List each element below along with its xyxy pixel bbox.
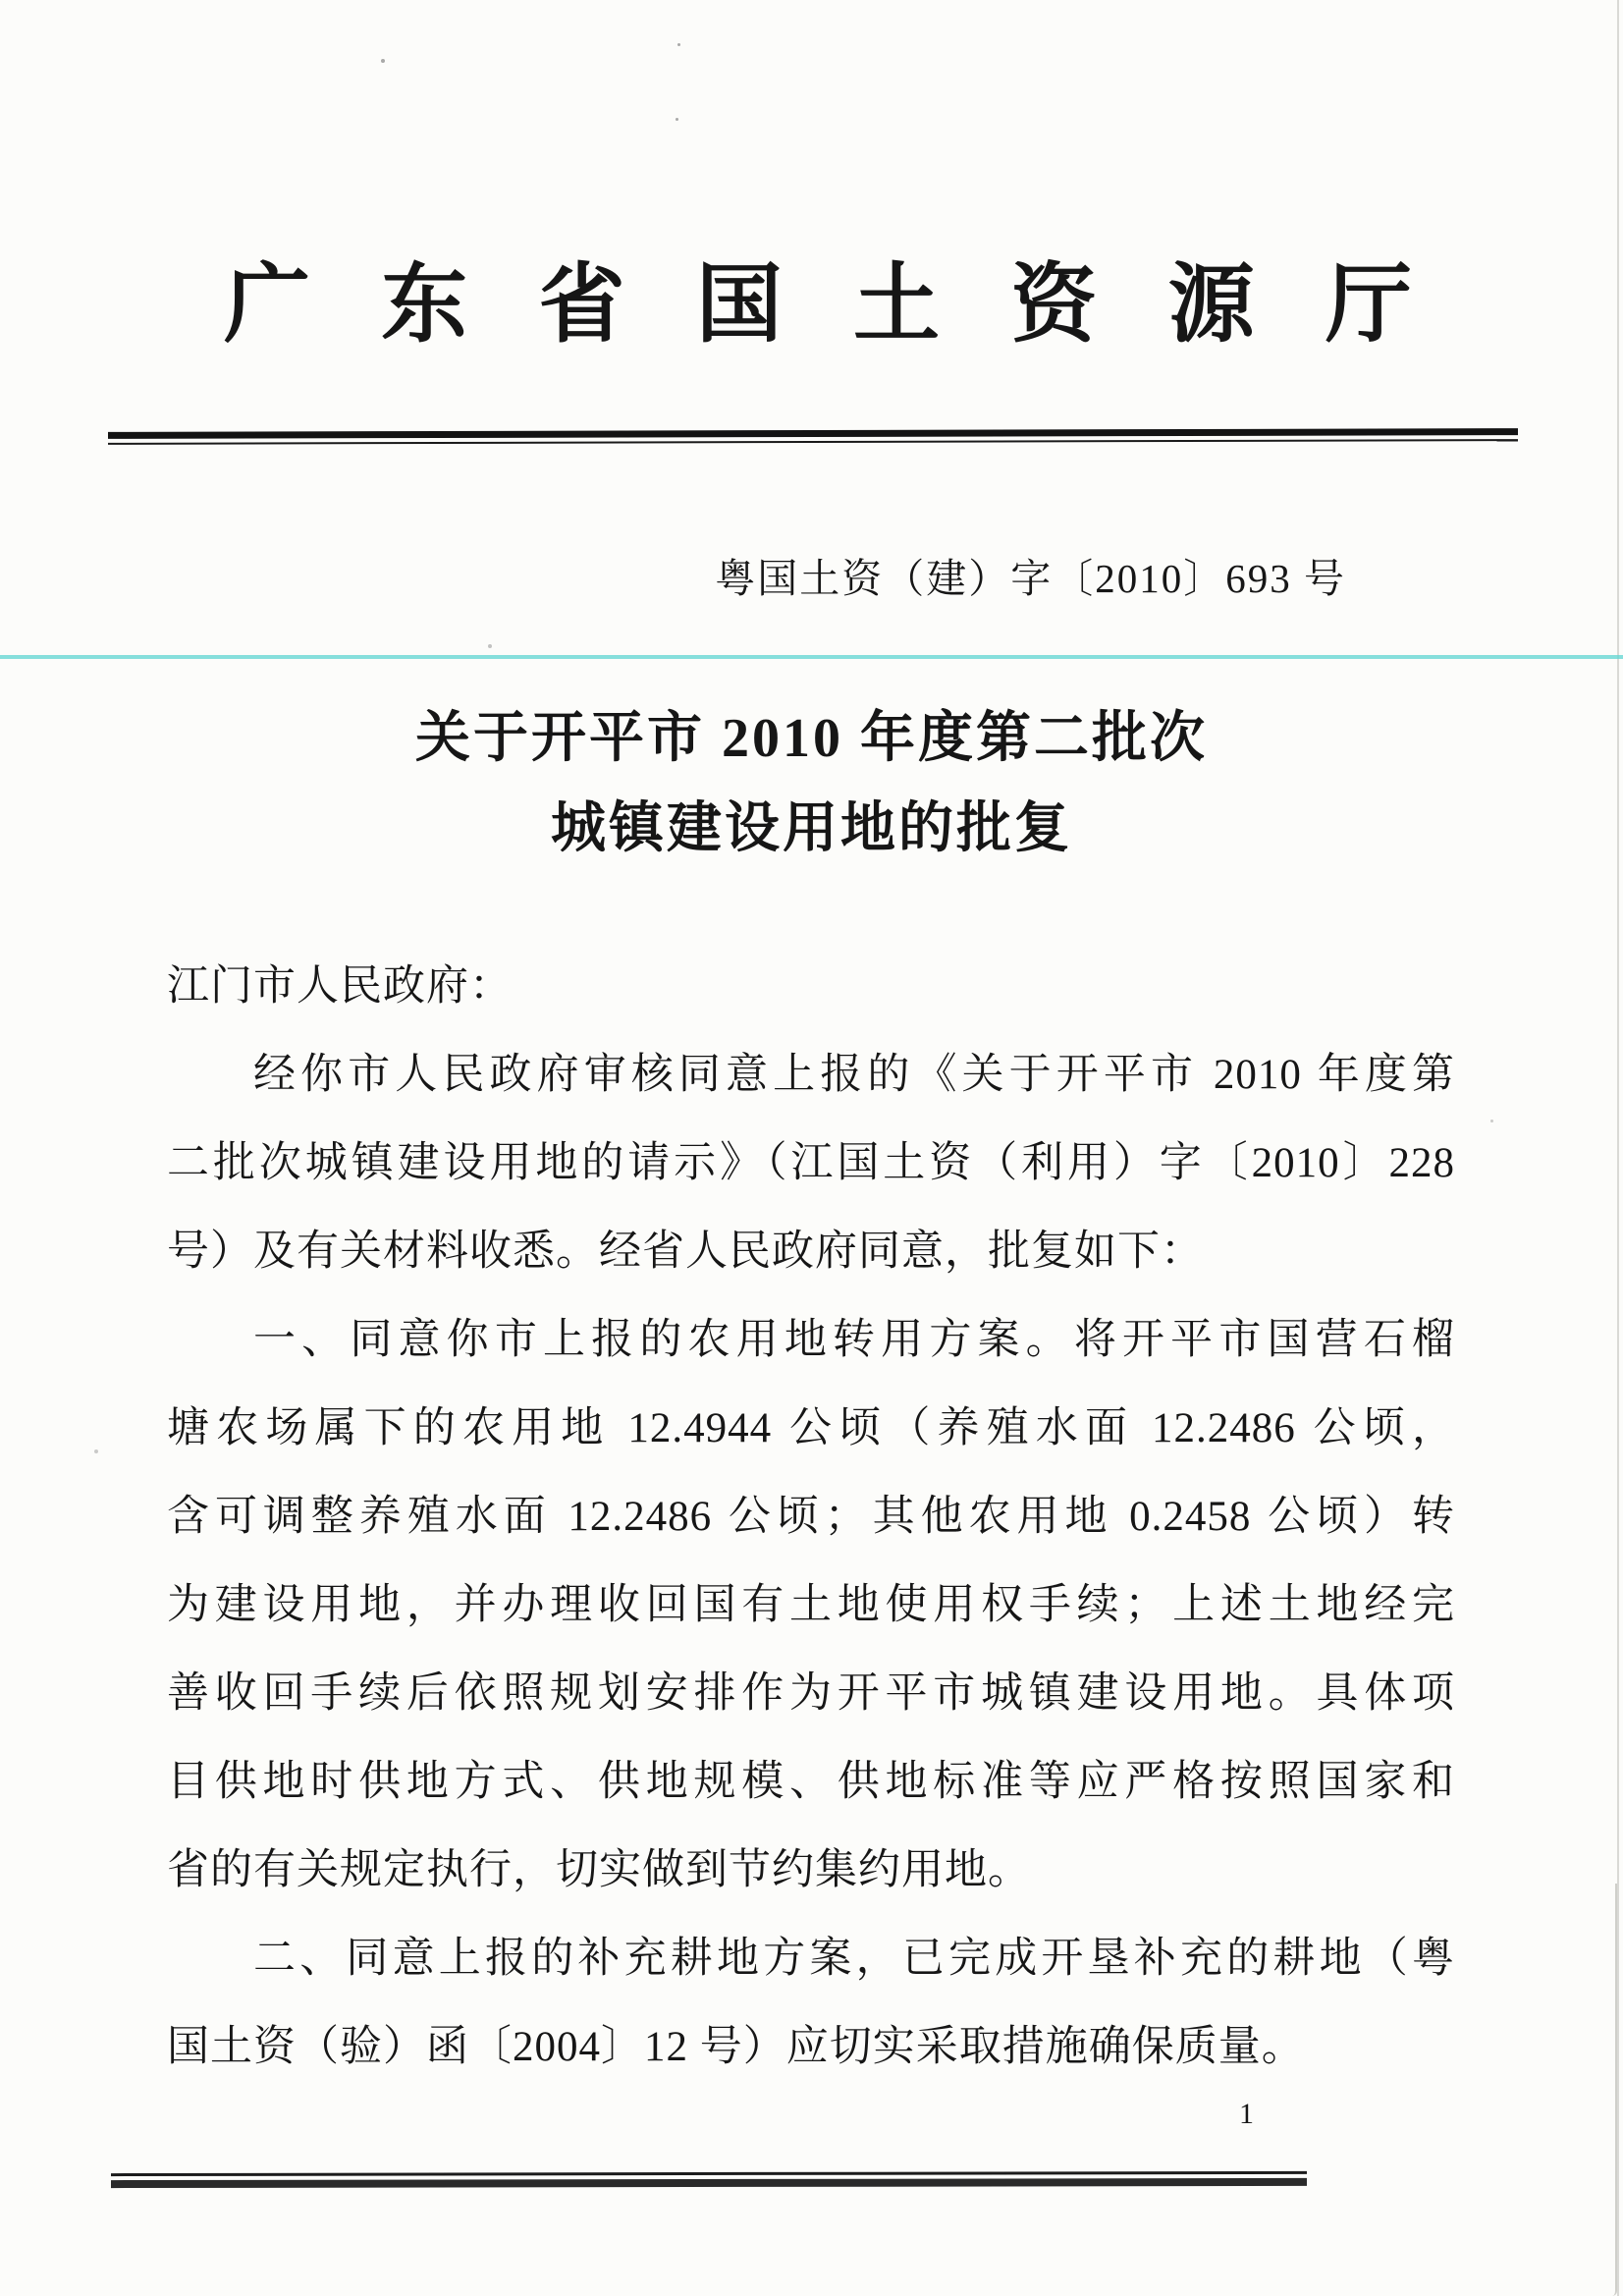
header-rule-thin xyxy=(108,439,1518,445)
footer-rule-thick xyxy=(111,2178,1307,2188)
scan-speck xyxy=(1490,1120,1493,1122)
body-line: 塘农场属下的农用地 12.4944 公顷（养殖水面 12.2486 公顷， xyxy=(167,1405,1455,1451)
agency-char: 国 xyxy=(695,258,783,354)
page-number: 1 xyxy=(1239,2098,1254,2130)
document-body xyxy=(167,943,1455,2092)
agency-char: 厅 xyxy=(1325,258,1412,354)
body-line: 经你市人民政府审核同意上报的《关于开平市 2010 年度第 xyxy=(253,1052,1455,1098)
agency-char: 土 xyxy=(853,258,941,354)
body-line: 善收回手续后依照规划安排作为开平市城镇建设用地。具体项 xyxy=(167,1670,1455,1717)
agency-char: 源 xyxy=(1167,258,1255,354)
agency-char: 东 xyxy=(381,258,468,354)
scan-speck xyxy=(488,644,492,648)
scan-speck xyxy=(677,43,680,46)
body-line: 二批次城镇建设用地的请示》（江国土资（利用）字〔2010〕228 xyxy=(167,1140,1455,1186)
agency-char: 省 xyxy=(538,258,625,354)
doc-number: 粤国土资（建）字〔2010〕693 号 xyxy=(715,556,1346,601)
body-line: 二、同意上报的补充耕地方案，已完成开垦补充的耕地（粤 xyxy=(253,1936,1455,1982)
body-line: 省的有关规定执行，切实做到节约集约用地。 xyxy=(167,1847,1031,1893)
document-title-line1: 关于开平市 2010 年度第二批次 xyxy=(415,708,1208,769)
body-line: 为建设用地，并办理收回国有土地使用权手续；上述土地经完 xyxy=(167,1582,1455,1628)
page-edge-curve xyxy=(1612,1884,1617,2296)
agency-char: 广 xyxy=(224,258,311,354)
page-edge-line xyxy=(1617,0,1619,2296)
body-line: 含可调整养殖水面 12.2486 公顷；其他农用地 0.2458 公顷）转 xyxy=(167,1494,1455,1540)
scan-speck xyxy=(94,1449,98,1453)
body-line-salutation: 江门市人民政府： xyxy=(167,963,513,1010)
header-rule-thick xyxy=(108,428,1518,439)
agency-header xyxy=(224,258,1412,354)
body-line: 目供地时供地方式、供地规模、供地标准等应严格按照国家和 xyxy=(167,1759,1455,1805)
body-line: 号）及有关材料收悉。经省人民政府同意，批复如下： xyxy=(167,1229,1204,1275)
scan-speck xyxy=(676,118,678,121)
document-title-line2: 城镇建设用地的批复 xyxy=(551,798,1072,859)
scan-speck xyxy=(381,59,385,63)
body-line: 国土资（验）函〔2004〕12 号）应切实采取措施确保质量。 xyxy=(167,2024,1305,2070)
body-line: 一、同意你市上报的农用地转用方案。将开平市国营石榴 xyxy=(253,1317,1455,1363)
document-title xyxy=(0,693,1623,874)
agency-char: 资 xyxy=(1010,258,1098,354)
scan-artifact-line xyxy=(0,655,1623,659)
footer-rule-thin xyxy=(111,2171,1307,2176)
